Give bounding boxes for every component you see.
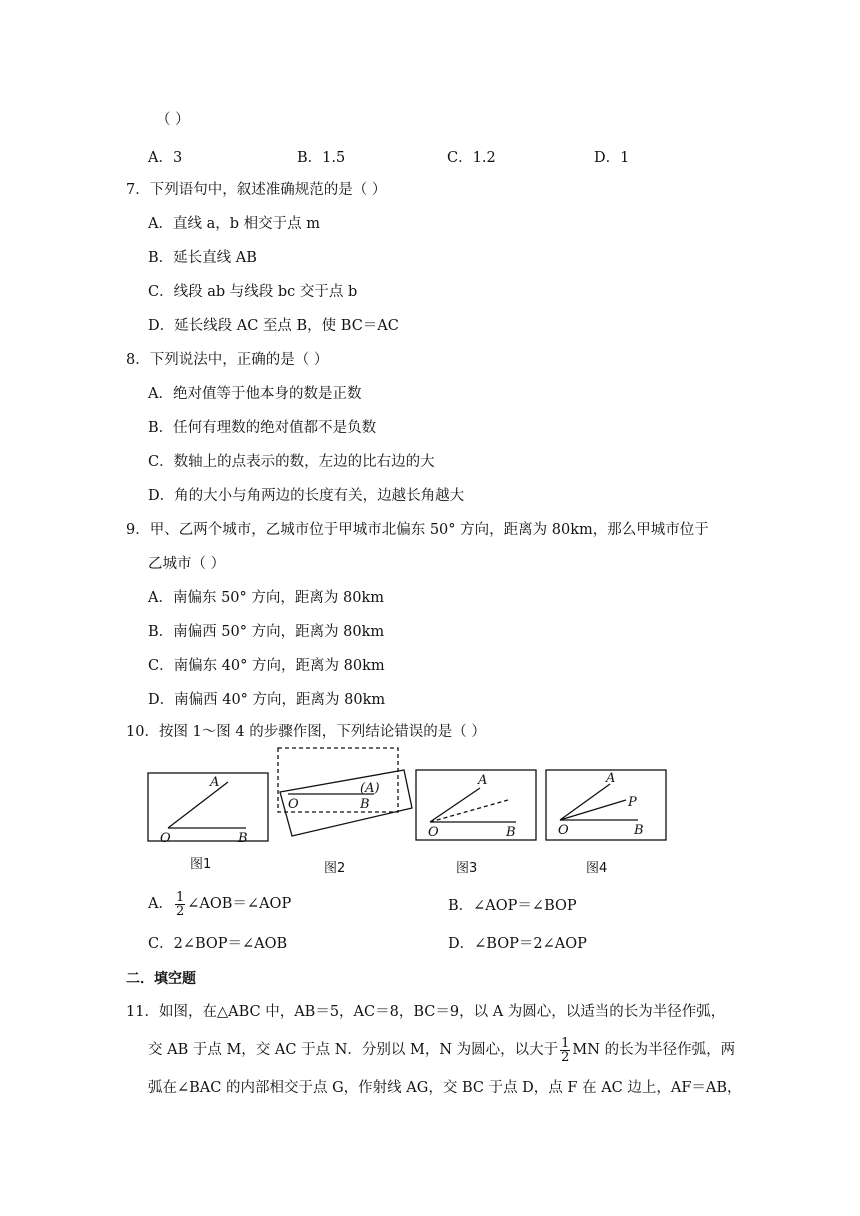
q10-option-d: D．∠BOP＝2∠AOP (448, 936, 587, 952)
q10-option-b: B．∠AOP＝∠BOP (448, 898, 577, 914)
fig4-ray-oa (560, 784, 610, 820)
q6-option-a: A．3 (148, 150, 183, 166)
q6-option-b: B．1.5 (297, 150, 346, 166)
q10-figures (146, 746, 668, 884)
q11-line1: 11．如图，在△ABC 中，AB＝5，AC＝8，BC＝9，以 A 为圆心，以适当的长为半径作弧， (126, 1004, 726, 1020)
fraction-half: $\frac{1}{2}$ (175, 889, 185, 919)
q9-option-a: A．南偏东 50° 方向，距离为 80km (148, 590, 384, 606)
fig3-caption: 图3 (456, 861, 478, 876)
q9-option-b: B．南偏西 50° 方向，距离为 80km (148, 624, 385, 640)
q7-option-b: B．延长直线 AB (148, 250, 257, 266)
fig1-label-a: A (210, 775, 220, 790)
q10-stem: 10．按图 1～图 4 的步骤作图，下列结论错误的是（ ） (126, 724, 486, 740)
fig4-caption: 图4 (586, 861, 608, 876)
q6-option-c: C．1.2 (447, 150, 496, 166)
fig2-label-o: O (288, 797, 299, 812)
q8-option-b: B．任何有理数的绝对值都不是负数 (148, 420, 377, 436)
fig1-caption: 图1 (190, 857, 212, 872)
fig2-label-a-paren: (A) (360, 781, 380, 796)
fig4-label-b: B (634, 823, 644, 838)
q9-stem-line2: 乙城市（ ） (148, 556, 226, 572)
q10-option-c: C．2∠BOP＝∠AOB (148, 936, 288, 952)
fig3-label-o: O (428, 825, 439, 840)
section-fill-in-blank-title: 二．填空题 (126, 971, 196, 987)
q8-stem: 8．下列说法中，正确的是（ ） (126, 352, 329, 368)
fig3-dashed-ray (430, 800, 508, 822)
fig1-label-o: O (160, 831, 171, 846)
fig1-label-b: B (238, 831, 248, 846)
q7-option-d: D．延长线段 AC 至点 B，使 BC＝AC (148, 318, 399, 334)
fig4-ray-op (560, 800, 626, 820)
q9-option-d: D．南偏西 40° 方向，距离为 80km (148, 692, 386, 708)
q7-stem: 7．下列语句中，叙述准确规范的是（ ） (126, 182, 387, 198)
q7-option-a: A．直线 a，b 相交于点 m (148, 216, 320, 232)
fig4-label-o: O (558, 823, 569, 838)
q8-option-d: D．角的大小与角两边的长度有关，边越长角越大 (148, 488, 465, 504)
fig4-label-a: A (606, 771, 616, 786)
fig2-folded-paper (280, 770, 412, 836)
fraction-half: $\frac{1}{2}$ (561, 1035, 570, 1065)
q6-answer-paren: （ ） (156, 112, 190, 128)
fig3-label-b: B (506, 825, 516, 840)
q10-option-a: A． $\frac{1}{2}$ ∠AOB＝∠AOP (148, 889, 292, 919)
fig2-label-b: B (360, 797, 370, 812)
q6-option-d: D．1 (594, 150, 630, 166)
q8-option-c: C．数轴上的点表示的数，左边的比右边的大 (148, 454, 435, 470)
q9-option-c: C．南偏东 40° 方向，距离为 80km (148, 658, 385, 674)
fig4-label-p: P (628, 795, 637, 810)
q11-line2: 交 AB 于点 M，交 AC 于点 N．分别以 M，N 为圆心，以大于 $\frac{1}{2}$ MN 的长为半径作弧，两 (148, 1035, 736, 1065)
q11-line3: 弧在∠BAC 的内部相交于点 G，作射线 AG，交 BC 于点 D，点 F 在 AC 边上，AF＝AB， (148, 1080, 742, 1096)
fig2-caption: 图2 (324, 861, 346, 876)
q7-option-c: C．线段 ab 与线段 bc 交于点 b (148, 284, 358, 300)
q9-stem-line1: 9．甲、乙两个城市，乙城市位于甲城市北偏东 50° 方向，距离为 80km，那么甲城市位于 (126, 522, 709, 538)
fig3-ray-oa (430, 788, 480, 822)
q8-option-a: A．绝对值等于他本身的数是正数 (148, 386, 362, 402)
fig3-label-a: A (478, 773, 488, 788)
